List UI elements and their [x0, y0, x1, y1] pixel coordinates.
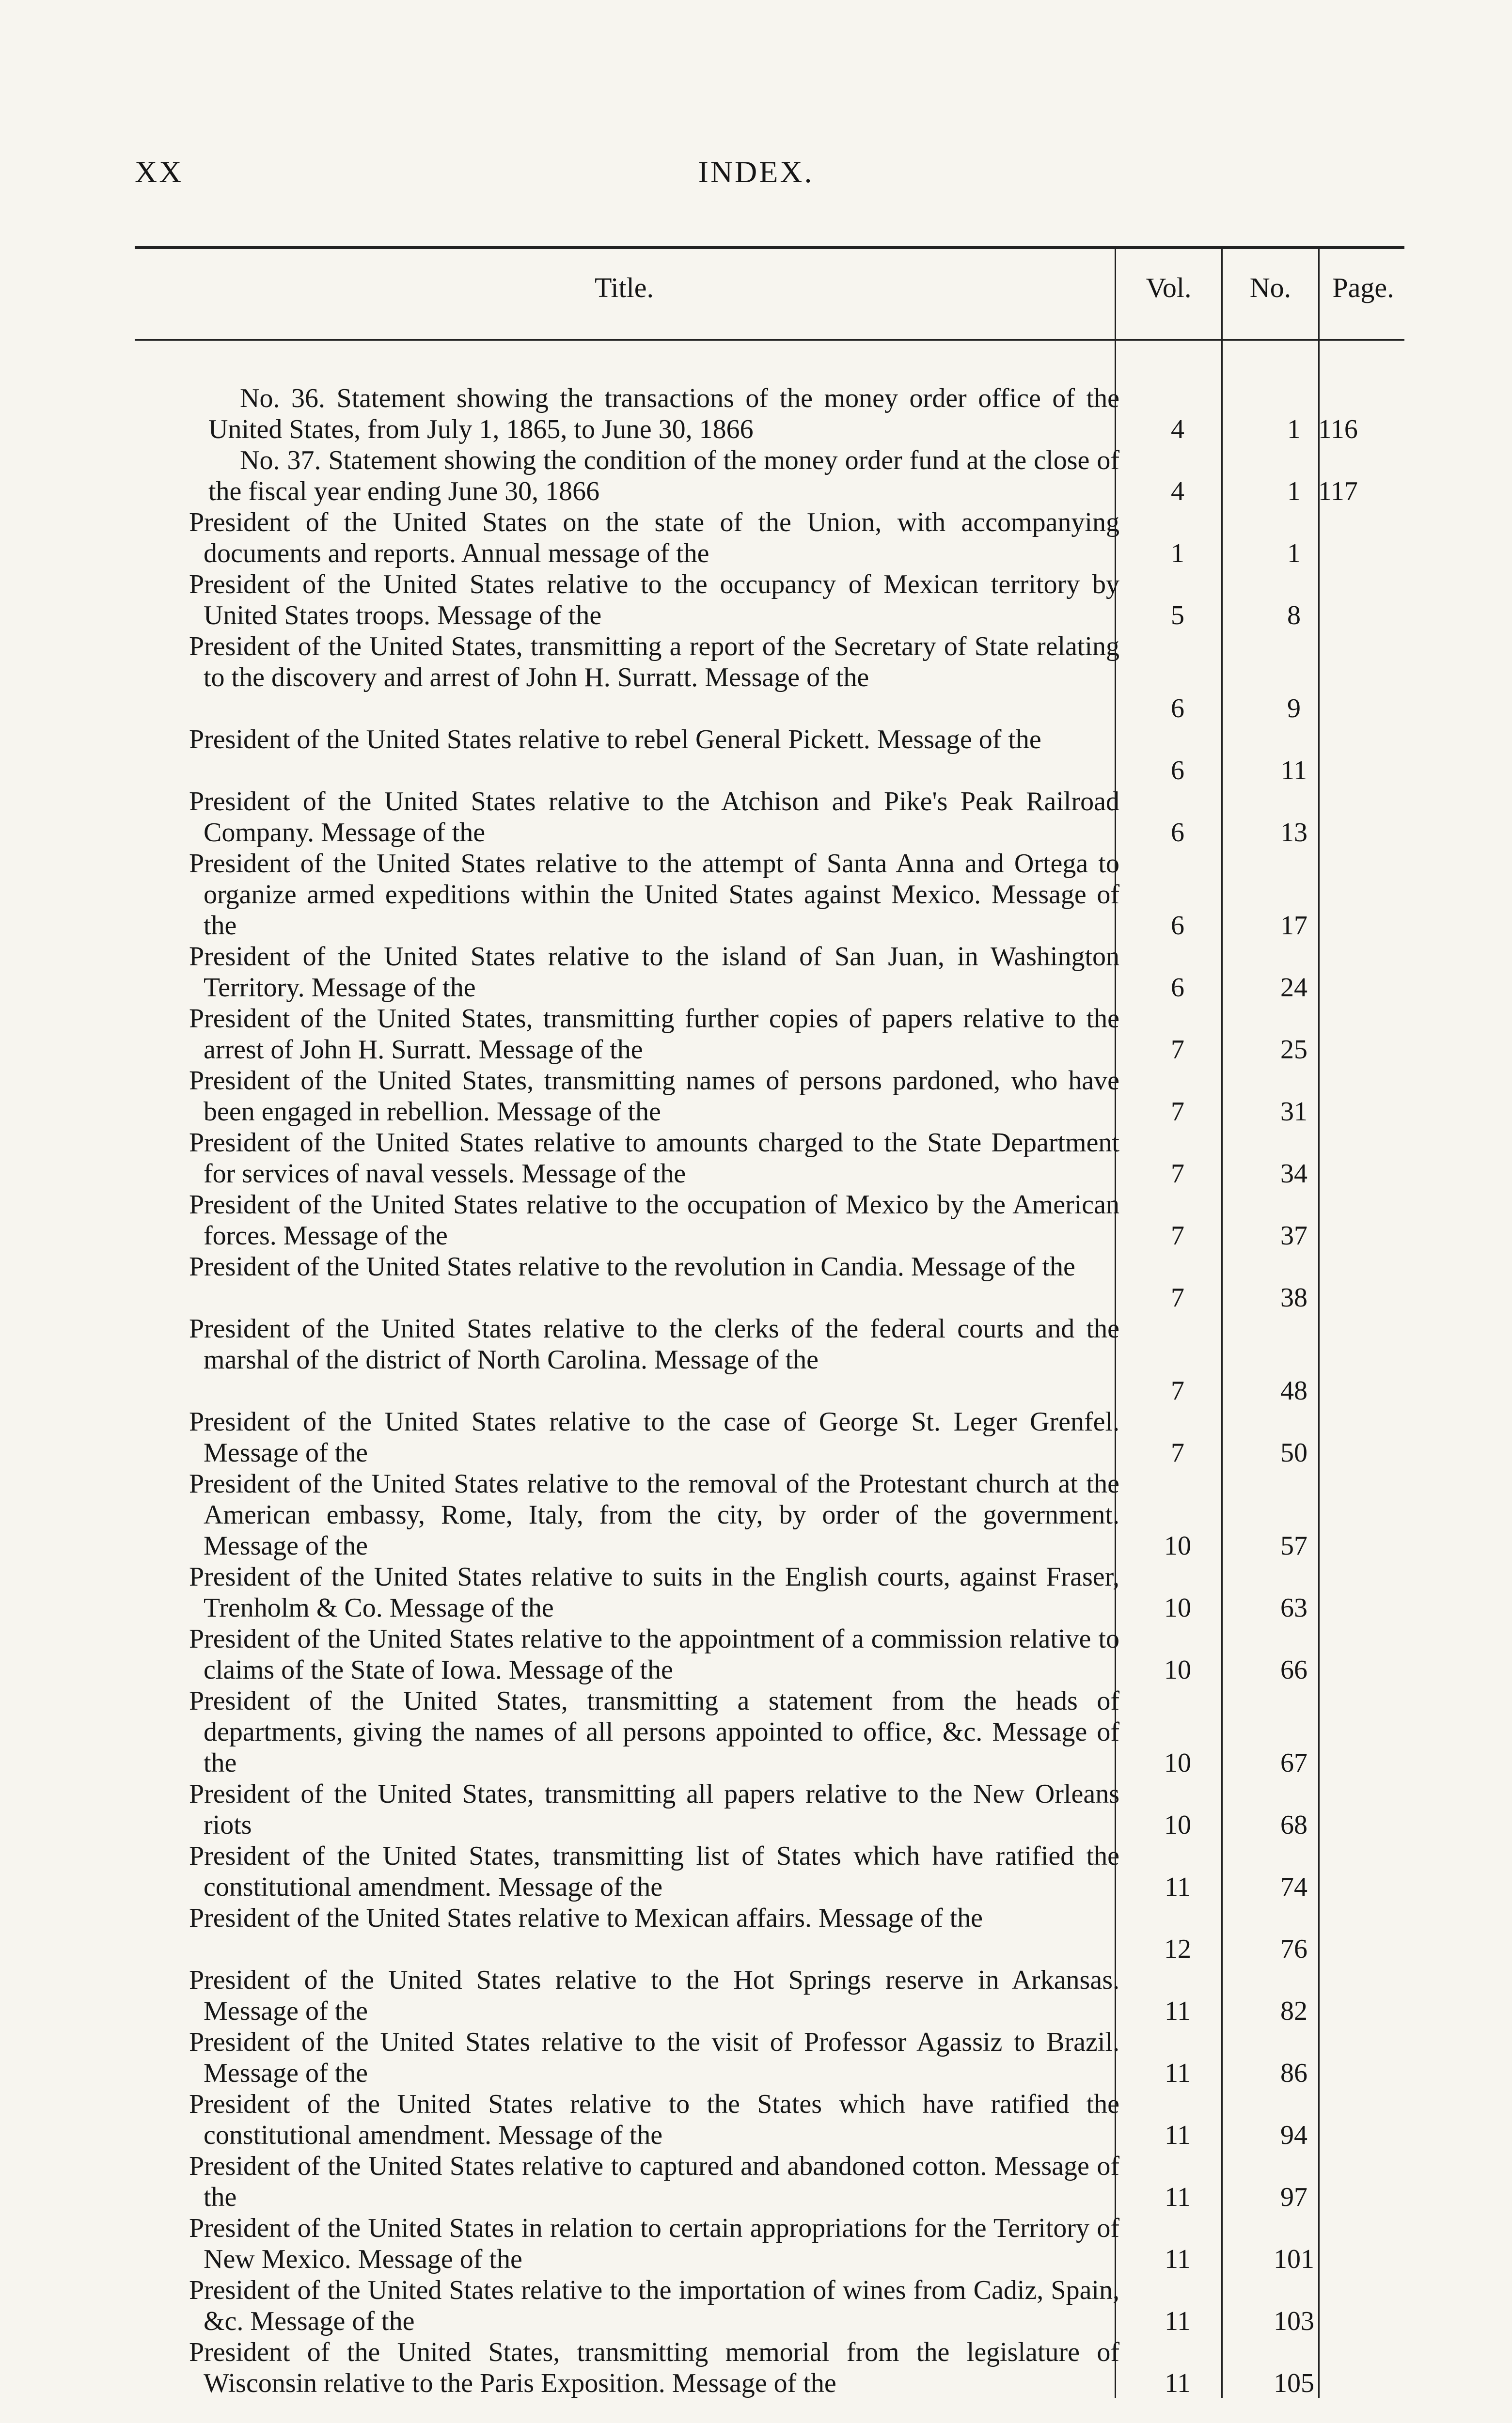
entry-title: President of the United States relative to the Atchison and Pike's Peak Railroad Company. Message of the [189, 787, 1119, 848]
entry-title: President of the United States relative to rebel General Pickett. Message of the [189, 724, 1041, 755]
entry-title: President of the United States relative to the Hot Springs reserve in Arkansas. Message of the [189, 1965, 1119, 2026]
entry-title: President of the United States relative to the removal of the Protestant church at the American embassy, Rome, Italy, from the city, by order of the government. Message of the [189, 1469, 1119, 1561]
entry-vol: 11 [1165, 2120, 1191, 2150]
entry-no: 76 [1280, 1934, 1307, 1964]
entry-vol: 4 [1171, 476, 1184, 506]
entry-title: President of the United States relative to the occupancy of Mexican territory by United States troops. Message of the [189, 569, 1119, 630]
entry-vol: 6 [1171, 818, 1184, 848]
entry-vol: 5 [1171, 600, 1184, 630]
index-entry [0, 2337, 1512, 2399]
entry-no: 86 [1280, 2058, 1307, 2088]
entry-no: 50 [1280, 1438, 1307, 1468]
index-entry [0, 2213, 1512, 2275]
entry-no: 31 [1280, 1097, 1307, 1127]
page-title: INDEX. [698, 155, 814, 189]
index-entry [0, 848, 1512, 941]
entry-no: 105 [1274, 2368, 1314, 2398]
entry-title: President of the United States relative to the island of San Juan, in Washington Territory. Message of the [189, 942, 1119, 1003]
entry-no: 1 [1287, 476, 1301, 506]
entry-no: 101 [1274, 2244, 1314, 2274]
index-entry [0, 2275, 1512, 2337]
entry-no: 48 [1280, 1376, 1307, 1406]
entry-no: 94 [1280, 2120, 1307, 2150]
entry-title: President of the United States relative to the case of George St. Leger Grenfel. Message of the [189, 1407, 1119, 1468]
entry-no: 57 [1280, 1531, 1307, 1561]
entry-title: No. 37. Statement showing the condition of the money order fund at the close of the fiscal year ending June 30, 1866 [208, 445, 1119, 506]
entry-title: President of the United States relative to the importation of wines from Cadiz, Spain, &c. Message of the [189, 2275, 1119, 2336]
entry-no: 1 [1287, 538, 1301, 568]
page-number: XX [135, 155, 184, 189]
entry-vol: 10 [1164, 1593, 1191, 1623]
entry-no: 97 [1280, 2182, 1307, 2212]
entry-title: President of the United States relative to the visit of Professor Agassiz to Brazil. Message of the [189, 2027, 1119, 2088]
entry-no: 82 [1280, 1996, 1307, 2026]
index-entry [0, 1189, 1512, 1251]
top-rule [135, 246, 1404, 249]
entry-title: President of the United States, transmitting names of persons pardoned, who have been engaged in rebellion. Message of the [189, 1066, 1119, 1127]
entry-vol: 7 [1171, 1376, 1184, 1406]
index-entry [0, 383, 1512, 445]
index-entry [0, 507, 1512, 569]
entry-title: President of the United States on the state of the Union, with accompanying documents and reports. Annual message of the [189, 507, 1119, 568]
index-entry [0, 786, 1512, 848]
entry-no: 37 [1280, 1221, 1307, 1251]
entry-page: 116 [1318, 414, 1358, 444]
entry-title: President of the United States, transmitting memorial from the legislature of Wisconsin relative to the Paris Exposition. Message of the [189, 2337, 1119, 2398]
entry-title: President of the United States relative to the revolution in Candia. Message of the [189, 1252, 1075, 1282]
column-header-no: No. [1249, 272, 1292, 303]
entry-title: No. 36. Statement showing the transactions of the money order office of the United States, from July 1, 1865, to June 30, 1866 [208, 383, 1119, 444]
entry-no: 11 [1281, 755, 1307, 786]
entry-vol: 12 [1164, 1934, 1191, 1964]
index-entry [0, 1003, 1512, 1065]
entry-vol: 11 [1165, 1996, 1191, 2026]
entry-title: President of the United States relative to the attempt of Santa Anna and Ortega to organize armed expeditions within the United States against Mexico. Message of the [189, 849, 1119, 941]
entry-vol: 7 [1171, 1438, 1184, 1468]
index-entry [0, 1685, 1512, 1778]
entry-vol: 6 [1171, 693, 1184, 724]
entry-no: 66 [1280, 1655, 1307, 1685]
index-entry [0, 2151, 1512, 2213]
entry-vol: 11 [1165, 2058, 1191, 2088]
entry-vol: 11 [1165, 1872, 1191, 1902]
entry-vol: 7 [1171, 1035, 1184, 1065]
index-entry [0, 569, 1512, 631]
index-entry [0, 2027, 1512, 2089]
entry-vol: 6 [1171, 973, 1184, 1003]
index-entry [0, 1065, 1512, 1127]
index-entry [0, 1313, 1512, 1406]
entry-no: 67 [1280, 1748, 1307, 1778]
entry-vol: 7 [1171, 1221, 1184, 1251]
index-entry [0, 1561, 1512, 1623]
entry-no: 24 [1280, 973, 1307, 1003]
entry-no: 13 [1280, 818, 1307, 848]
entry-title: President of the United States relative to suits in the English courts, against Fraser, Trenholm & Co. Message of the [189, 1562, 1119, 1623]
entry-no: 34 [1280, 1159, 1307, 1189]
index-entry [0, 1841, 1512, 1903]
index-entry [0, 445, 1512, 507]
entry-no: 38 [1280, 1283, 1307, 1313]
entry-title: President of the United States relative to captured and abandoned cotton. Message of the [189, 2151, 1119, 2212]
index-entry [0, 1623, 1512, 1685]
index-entry [0, 1127, 1512, 1189]
index-entry [0, 1251, 1512, 1313]
entry-vol: 11 [1165, 2368, 1191, 2398]
entry-no: 103 [1274, 2306, 1314, 2336]
index-entry [0, 1903, 1512, 1965]
entry-no: 17 [1280, 911, 1307, 941]
entry-vol: 11 [1165, 2244, 1191, 2274]
entry-title: President of the United States relative to the appointment of a commission relative to claims of the State of Iowa. Message of the [189, 1624, 1119, 1685]
entry-vol: 7 [1171, 1159, 1184, 1189]
entry-no: 74 [1280, 1872, 1307, 1902]
entry-no: 63 [1280, 1593, 1307, 1623]
index-entry [0, 1778, 1512, 1841]
entry-no: 68 [1280, 1810, 1307, 1840]
entry-vol: 6 [1171, 755, 1184, 786]
entry-title: President of the United States relative to the clerks of the federal courts and the marshal of the district of North Carolina. Message of the [189, 1314, 1119, 1375]
index-entry [0, 2089, 1512, 2151]
entry-title: President of the United States relative to the occupation of Mexico by the American forces. Message of the [189, 1190, 1119, 1251]
index-entry [0, 1965, 1512, 2027]
entry-page: 117 [1318, 476, 1358, 506]
entry-title: President of the United States relative to Mexican affairs. Message of the [189, 1903, 983, 1933]
entry-vol: 1 [1171, 538, 1184, 568]
column-header-page: Page. [1332, 272, 1394, 303]
column-header-vol: Vol. [1146, 272, 1192, 303]
entry-vol: 10 [1164, 1531, 1191, 1561]
index-entry [0, 1406, 1512, 1468]
entry-vol: 10 [1164, 1810, 1191, 1840]
entry-title: President of the United States, transmitting list of States which have ratified the constitutional amendment. Message of the [189, 1841, 1119, 1902]
column-header-title: Title. [595, 272, 654, 303]
entry-no: 9 [1287, 693, 1301, 724]
entry-vol: 4 [1171, 414, 1184, 444]
entry-vol: 11 [1165, 2182, 1191, 2212]
index-entry [0, 724, 1512, 786]
entry-vol: 11 [1165, 2306, 1191, 2336]
entry-title: President of the United States relative to amounts charged to the State Department for services of naval vessels. Message of the [189, 1128, 1119, 1189]
entry-no: 25 [1280, 1035, 1307, 1065]
entry-vol: 10 [1164, 1748, 1191, 1778]
index-entry [0, 1468, 1512, 1561]
index-entry [0, 941, 1512, 1003]
entry-no: 8 [1287, 600, 1301, 630]
entry-title: President of the United States in relation to certain appropriations for the Territory of New Mexico. Message of the [189, 2213, 1119, 2274]
index-entry [0, 631, 1512, 724]
entry-title: President of the United States, transmitting a statement from the heads of departments, giving the names of all persons appointed to office, &c. Message of the [189, 1686, 1119, 1778]
entry-title: President of the United States relative to the States which have ratified the constitutional amendment. Message of the [189, 2089, 1119, 2150]
header-bottom-rule [135, 339, 1404, 341]
entry-vol: 10 [1164, 1655, 1191, 1685]
entry-title: President of the United States, transmitting further copies of papers relative to the arrest of John H. Surratt. Message of the [189, 1004, 1119, 1065]
entry-title: President of the United States, transmitting all papers relative to the New Orleans riots [189, 1779, 1119, 1840]
entry-vol: 6 [1171, 911, 1184, 941]
entry-vol: 7 [1171, 1097, 1184, 1127]
entry-vol: 7 [1171, 1283, 1184, 1313]
entry-no: 1 [1287, 414, 1301, 444]
entry-title: President of the United States, transmitting a report of the Secretary of State relating to the discovery and arrest of John H. Surratt. Message of the [189, 631, 1119, 692]
